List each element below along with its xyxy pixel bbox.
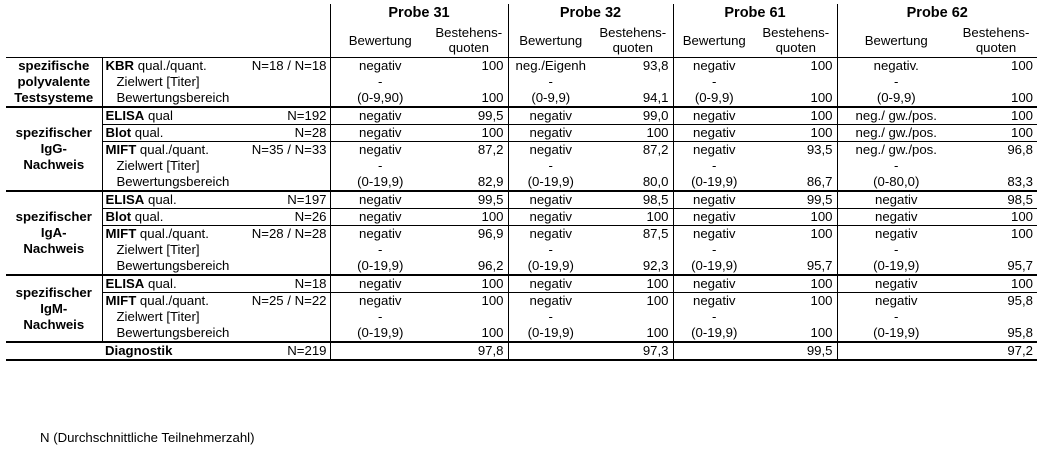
table-row [6,258,1037,275]
cell-bewertung: negativ [330,107,430,125]
cell-quote: 100 [755,226,837,243]
cell-bewertung: negativ [508,107,593,125]
cell-bewertung: (0-19,9) [873,325,920,340]
cell-quote: 100 [430,325,508,342]
footnote: N (Durchschnittliche Teilnehmerzahl) [40,430,255,445]
cell-quote: 100 [430,125,508,142]
cell-bewertung: negativ [673,209,755,226]
col-bewertung: Bewertung [348,32,412,48]
cell-bewertung: negativ [673,125,755,142]
table-row [6,174,1037,191]
header-row-probes [6,4,1037,23]
cell-bewertung: negativ [673,58,755,75]
cell-bewertung: negativ [330,293,430,310]
cell-bewertung: (0-19,9) [873,258,920,273]
col-quote: Bestehens- quoten [430,23,508,58]
test-sublabel: Bewertungsbereich [102,258,330,275]
cell-bewertung: negativ [508,275,593,293]
cell-bewertung: negativ [673,142,755,159]
cell-bewertung: - [712,309,717,324]
test-sublabel: Zielwert [Titer] [102,242,330,258]
cell-bewertung: - [548,158,553,173]
cell-bewertung: negativ [508,191,593,209]
results-table [6,4,1037,363]
cell-quote: 100 [430,275,508,293]
cell-bewertung: (0-19,9) [357,325,404,340]
cell-quote: 80,0 [593,174,673,191]
cell-quote: 99,5 [755,191,837,209]
cell-bewertung [330,342,430,360]
cell-bewertung: neg./ gw./pos. [837,107,955,125]
cell-bewertung: negativ [837,226,955,243]
test-label-blot: Blot qual. N=26 [102,209,330,226]
table-row [6,158,1037,174]
cell-bewertung: - [548,309,553,324]
cell-quote: 94,1 [593,90,673,107]
cell-quote: 82,9 [430,174,508,191]
table-row [6,58,1037,75]
cell-bewertung: negativ [837,293,955,310]
cell-quote: 93,5 [755,142,837,159]
cell-bewertung: negativ [837,209,955,226]
cell-quote: 87,2 [430,142,508,159]
cell-quote: 100 [955,107,1037,125]
cell-bewertung: negativ [673,275,755,293]
cell-quote: 98,5 [955,191,1037,209]
cell-bewertung: - [712,158,717,173]
col-quote: Bestehens- quoten [755,23,837,58]
cell-bewertung: (0-19,9) [527,325,574,340]
cell-bewertung: negativ [673,226,755,243]
test-sublabel: Bewertungsbereich [102,325,330,342]
col-quote: Bestehens- quoten [593,23,673,58]
group-label-iga: spezifischer IgA- Nachweis [6,191,102,275]
test-label-kbr: KBR qual./quant. N=18 / N=18 [102,58,330,75]
test-label-elisa: ELISA qual. N=197 [102,191,330,209]
table-row [6,242,1037,258]
cell-bewertung: negativ [330,142,430,159]
probe-32-header: Probe 32 [508,4,673,23]
table-row [6,209,1037,226]
table-row [6,142,1037,159]
cell-bewertung: negativ [508,142,593,159]
cell-bewertung: (0-19,9) [691,325,738,340]
table-row [6,309,1037,325]
cell-quote: 95,7 [755,258,837,275]
cell-bewertung: - [378,158,383,173]
cell-bewertung: negativ [330,191,430,209]
cell-bewertung: (0-19,9) [691,258,738,273]
cell-quote: 100 [755,58,837,75]
cell-quote: 100 [755,107,837,125]
test-sublabel: Zielwert [Titer] [102,158,330,174]
cell-quote: 100 [430,209,508,226]
cell-bewertung: (0-80,0) [873,174,920,189]
cell-bewertung [837,342,955,360]
cell-bewertung: neg./Eigenh [508,58,593,75]
cell-bewertung: negativ [673,293,755,310]
cell-bewertung: (0-19,9) [691,174,738,189]
cell-bewertung: neg./ gw./pos. [837,125,955,142]
cell-bewertung: (0-19,9) [527,174,574,189]
table-row [6,325,1037,342]
test-label-diagnostik: Diagnostik N=219 [102,342,330,360]
cell-bewertung: negativ [330,275,430,293]
cell-quote: 97,8 [430,342,508,360]
table-row [6,342,1037,360]
cell-bewertung: - [894,74,899,89]
col-quote: Bestehens- quoten [962,25,1030,55]
cell-bewertung: - [548,242,553,257]
test-label-mift: MIFT qual./quant. N=25 / N=22 [102,293,330,310]
cell-quote: 100 [755,293,837,310]
group-label-igg: spezifischer IgG- Nachweis [6,107,102,191]
cell-bewertung: (0-9,9) [876,90,916,105]
table-row [6,191,1037,209]
cell-bewertung: (0-19,9) [357,258,404,273]
probe-31-header: Probe 31 [330,4,508,23]
cell-quote: 100 [955,275,1037,293]
table-row [6,107,1037,125]
cell-bewertung: negativ [837,275,955,293]
table-row [6,293,1037,310]
cell-quote: 99,5 [430,191,508,209]
cell-quote: 100 [593,125,673,142]
cell-quote: 100 [430,58,508,75]
cell-quote: 96,9 [430,226,508,243]
cell-quote: 100 [755,90,837,107]
cell-bewertung: (0-9,90) [357,90,404,105]
cell-quote: 99,5 [430,107,508,125]
cell-quote: 100 [430,90,508,107]
cell-bewertung: negativ [508,125,593,142]
cell-bewertung: - [712,242,717,257]
col-bewertung: Bewertung [519,32,583,48]
cell-quote: 95,8 [955,293,1037,310]
cell-bewertung: negativ [673,191,755,209]
cell-bewertung [508,342,593,360]
cell-bewertung: - [548,74,553,89]
cell-quote: 97,3 [593,342,673,360]
cell-quote: 100 [955,209,1037,226]
cell-quote: 100 [955,125,1037,142]
group-label-polyvalent: spezifische polyvalente Testsysteme [6,58,102,108]
cell-bewertung: negativ [508,293,593,310]
test-sublabel: Bewertungsbereich [102,90,330,107]
cell-bewertung: - [378,74,383,89]
table-row [6,90,1037,107]
col-bewertung: Bewertung [864,32,928,48]
cell-bewertung: - [894,158,899,173]
cell-quote: 100 [593,325,673,342]
test-label-mift: MIFT qual./quant. N=35 / N=33 [102,142,330,159]
cell-bewertung: (0-9,9) [694,90,734,105]
cell-bewertung: negativ [330,58,430,75]
probe-62-header: Probe 62 [906,5,968,21]
test-sublabel: Zielwert [Titer] [102,309,330,325]
table-row [6,125,1037,142]
cell-quote: 87,5 [593,226,673,243]
cell-quote: 100 [430,293,508,310]
cell-bewertung: neg./ gw./pos. [837,142,955,159]
cell-quote: 100 [755,125,837,142]
table-bottom-rule [6,360,1037,363]
cell-bewertung: - [712,74,717,89]
header-row-columns [6,23,1037,58]
cell-bewertung: negativ [508,226,593,243]
cell-quote: 100 [593,293,673,310]
cell-quote: 96,8 [955,142,1037,159]
table-row [6,74,1037,90]
cell-quote: 96,2 [430,258,508,275]
cell-quote: 100 [955,58,1037,75]
cell-bewertung: negativ [330,125,430,142]
col-bewertung: Bewertung [682,32,746,48]
cell-quote: 83,3 [1007,174,1033,189]
cell-bewertung: (0-19,9) [357,174,404,189]
cell-bewertung [673,342,755,360]
cell-quote: 92,3 [593,258,673,275]
test-label-blot: Blot qual. N=28 [102,125,330,142]
cell-quote: 95,7 [1007,258,1033,273]
cell-quote: 95,8 [1007,325,1033,340]
test-label-elisa: ELISA qual N=192 [102,107,330,125]
cell-quote: 86,7 [755,174,837,191]
test-label-mift: MIFT qual./quant. N=28 / N=28 [102,226,330,243]
cell-quote: 87,2 [593,142,673,159]
cell-bewertung: - [378,309,383,324]
test-label-elisa: ELISA qual. N=18 [102,275,330,293]
cell-bewertung: negativ [508,209,593,226]
cell-bewertung: - [894,309,899,324]
probe-61-header: Probe 61 [673,4,837,23]
cell-quote: 100 [755,275,837,293]
cell-quote: 99,0 [593,107,673,125]
cell-quote: 98,5 [593,191,673,209]
cell-bewertung: - [894,242,899,257]
cell-bewertung: (0-19,9) [527,258,574,273]
test-sublabel: Zielwert [Titer] [102,74,330,90]
cell-quote: 100 [755,325,837,342]
cell-bewertung: - [378,242,383,257]
cell-quote: 97,2 [955,342,1037,360]
cell-bewertung: negativ [673,107,755,125]
cell-quote: 100 [955,226,1037,243]
cell-bewertung: negativ [837,191,955,209]
cell-bewertung: (0-9,9) [531,90,571,105]
group-label-igm: spezifischer IgM- Nachweis [6,275,102,342]
cell-bewertung: negativ. [837,58,955,75]
cell-quote: 93,8 [593,58,673,75]
table-row [6,275,1037,293]
test-sublabel: Bewertungsbereich [102,174,330,191]
cell-quote: 100 [1010,90,1033,105]
table-row [6,226,1037,243]
cell-quote: 99,5 [755,342,837,360]
cell-bewertung: negativ [330,209,430,226]
cell-quote: 100 [593,275,673,293]
cell-quote: 100 [755,209,837,226]
cell-quote: 100 [593,209,673,226]
cell-bewertung: negativ [330,226,430,243]
